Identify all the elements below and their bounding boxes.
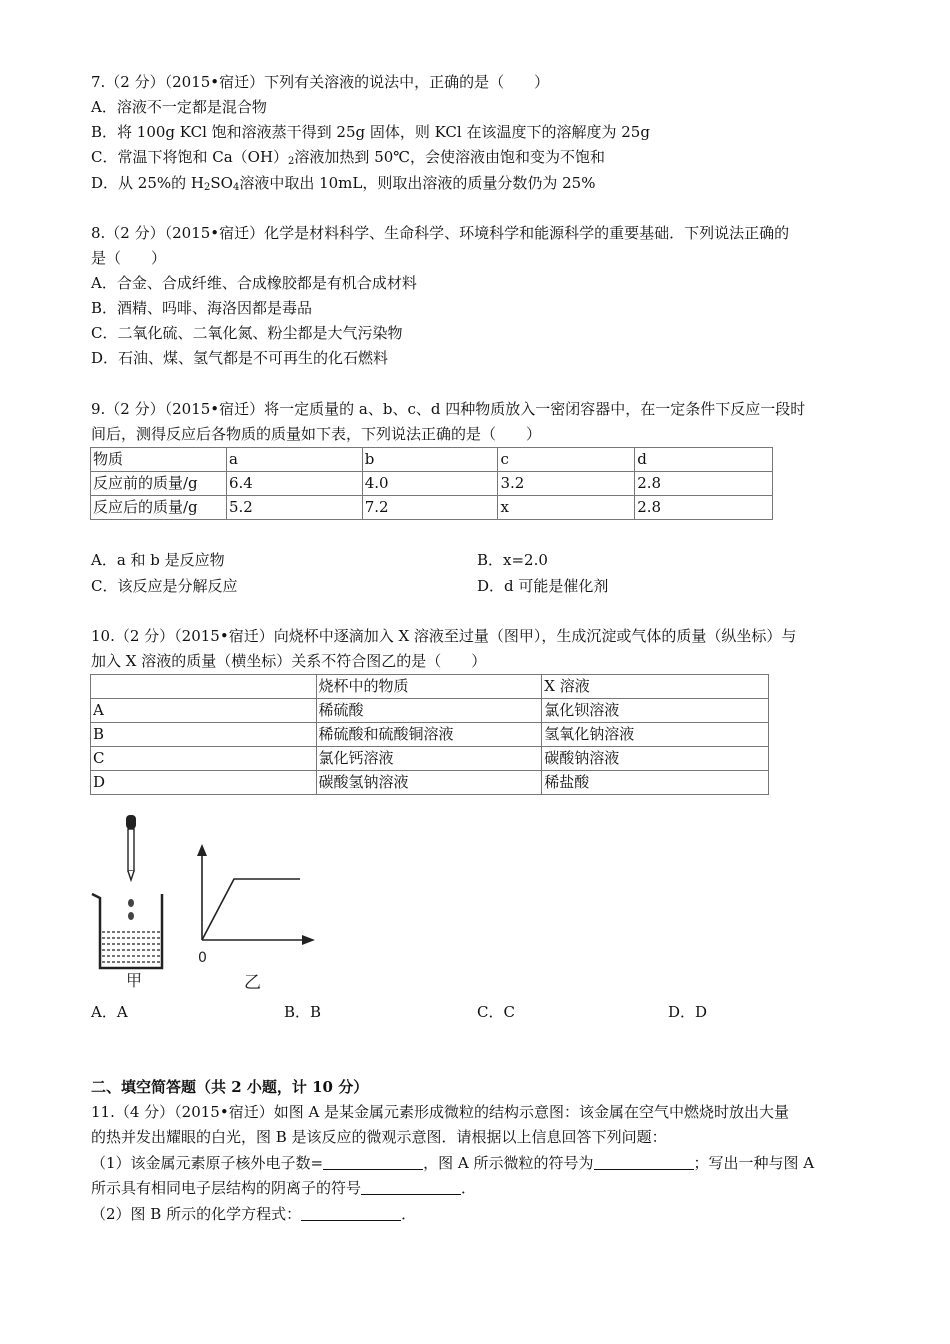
table-cell: 6.4 bbox=[226, 472, 362, 496]
drop bbox=[128, 912, 134, 920]
dropper-bulb bbox=[126, 815, 136, 829]
q10-figure bbox=[88, 810, 328, 995]
table-cell: 碳酸氢钠溶液 bbox=[316, 771, 542, 795]
q10-stem-line2: 加入 X 溶液的质量（横坐标）关系不符合图乙的是（ ） bbox=[91, 652, 487, 670]
table-cell: D bbox=[91, 771, 317, 795]
dropper-tube bbox=[128, 829, 134, 871]
graph-yi bbox=[197, 844, 315, 945]
table-cell: 5.2 bbox=[226, 496, 362, 520]
table-cell: x bbox=[498, 496, 635, 520]
table-cell: 物质 bbox=[91, 448, 227, 472]
x-axis-arrow bbox=[302, 935, 315, 945]
table-cell: 反应前的质量/g bbox=[91, 472, 227, 496]
table-cell: b bbox=[362, 448, 498, 472]
q9-option-a: A．a 和 b 是反应物 bbox=[91, 551, 225, 569]
table-cell: 2.8 bbox=[635, 472, 773, 496]
graph-origin-label: 0 bbox=[198, 950, 207, 966]
q10-option-d: D．D bbox=[668, 1003, 708, 1021]
table-row bbox=[91, 472, 773, 496]
table-cell: C bbox=[91, 747, 317, 771]
answer-blank[interactable] bbox=[301, 1204, 401, 1221]
q7-option-d: D．从 25%的 $H_2SO_4$溶液中取出 10mL，则取出溶液的质量分数仍为 25% bbox=[91, 174, 596, 193]
q8-stem-line2: 是（ ） bbox=[91, 249, 167, 267]
table-row bbox=[91, 496, 773, 520]
q7-option-b: B．将 100g KCl 饱和溶液蒸干得到 25g 固体，则 KCl 在该温度下的溶解度为 25g bbox=[91, 123, 650, 141]
table-cell: A bbox=[91, 699, 317, 723]
q9-stem-line1: 9.（2 分）（2015•宿迁）将一定质量的 a、b、c、d 四种物质放入一密闭容器中，在一定条件下反应一段时 bbox=[91, 400, 806, 418]
table-row bbox=[91, 448, 773, 472]
q9-stem-line2: 间后，测得反应后各物质的质量如下表，下列说法正确的是（ ） bbox=[91, 425, 542, 443]
table-cell: 氯化钙溶液 bbox=[316, 747, 542, 771]
q11-stem-line2: 的热并发出耀眼的白光，图 B 是该反应的微观示意图．请根据以上信息回答下列问题： bbox=[91, 1128, 667, 1146]
q10-option-c: C．C bbox=[477, 1003, 515, 1021]
beaker-outline bbox=[92, 894, 162, 968]
table-cell: 2.8 bbox=[635, 496, 773, 520]
table-cell: 7.2 bbox=[362, 496, 498, 520]
table-cell: 烧杯中的物质 bbox=[316, 675, 542, 699]
q11-part1-line1: （1）该金属元素原子核外电子数= ，图 A 所示微粒的符号为 ；写出一种与图 A bbox=[91, 1154, 815, 1172]
q7-option-c: C．常温下将饱和 $Ca(OH)_2$溶液加热到 50℃，会使溶液由饱和变为不饱和 bbox=[91, 148, 606, 167]
answer-blank[interactable] bbox=[323, 1153, 423, 1170]
table-cell: 反应后的质量/g bbox=[91, 496, 227, 520]
table-cell: 稀硫酸 bbox=[316, 699, 542, 723]
q8-option-a: A．合金、合成纤维、合成橡胶都是有机合成材料 bbox=[91, 274, 417, 292]
figure-label-yi: 乙 bbox=[244, 973, 261, 993]
q8-option-b: B．酒精、吗啡、海洛因都是毒品 bbox=[91, 299, 313, 317]
table-cell: 稀盐酸 bbox=[542, 771, 769, 795]
answer-blank[interactable] bbox=[361, 1178, 461, 1195]
table-cell: 氢氧化钠溶液 bbox=[542, 723, 769, 747]
q8-option-c: C．二氧化硫、二氧化氮、粉尘都是大气污染物 bbox=[91, 324, 403, 342]
q10-option-b: B．B bbox=[284, 1003, 322, 1021]
figure-label-jia: 甲 bbox=[126, 971, 143, 990]
q11-part1-line2: 所示具有相同电子层结构的阴离子的符号 ． bbox=[91, 1179, 477, 1197]
table-row bbox=[91, 675, 769, 699]
q8-option-d: D．石油、煤、氢气都是不可再生的化石燃料 bbox=[91, 349, 389, 367]
table-cell: d bbox=[635, 448, 773, 472]
q11-part2: （2）图 B 所示的化学方程式： ． bbox=[91, 1205, 417, 1223]
drop bbox=[128, 899, 134, 907]
table-cell: 碳酸钠溶液 bbox=[542, 747, 769, 771]
table-row bbox=[91, 771, 769, 795]
q10-option-a: A．A bbox=[91, 1003, 128, 1021]
q9-option-c: C．该反应是分解反应 bbox=[91, 577, 238, 595]
beaker-liquid bbox=[102, 932, 160, 962]
q9-mass-table bbox=[90, 447, 773, 520]
q8-stem-line1: 8.（2 分）（2015•宿迁）化学是材料科学、生命科学、环境科学和能源科学的重要基础．下列说法正确的 bbox=[91, 224, 790, 242]
answer-blank[interactable] bbox=[594, 1153, 694, 1170]
q10-stem-line1: 10.（2 分）（2015•宿迁）向烧杯中逐滴加入 X 溶液至过量（图甲），生成沉淀或气体的质量（纵坐标）与 bbox=[91, 627, 797, 645]
q7-option-a: A．溶液不一定都是混合物 bbox=[91, 98, 267, 116]
table-row bbox=[91, 747, 769, 771]
q9-option-b: B．x=2.0 bbox=[477, 551, 548, 569]
table-row bbox=[91, 699, 769, 723]
table-cell: X 溶液 bbox=[542, 675, 769, 699]
table-cell: 稀硫酸和硫酸铜溶液 bbox=[316, 723, 542, 747]
y-axis-arrow bbox=[197, 844, 207, 856]
q11-stem-line1: 11.（4 分）（2015•宿迁）如图 A 是某金属元素形成微粒的结构示意图：该金属在空气中燃烧时放出大量 bbox=[91, 1103, 790, 1121]
q7-stem: 7.（2 分）（2015•宿迁）下列有关溶液的说法中，正确的是（ ） bbox=[91, 73, 550, 91]
graph-curve bbox=[202, 879, 300, 940]
table-cell: 3.2 bbox=[498, 472, 635, 496]
table-cell: 氯化钡溶液 bbox=[542, 699, 769, 723]
table-cell: a bbox=[226, 448, 362, 472]
table-cell: B bbox=[91, 723, 317, 747]
q10-substance-table bbox=[90, 674, 769, 795]
table-cell bbox=[91, 675, 317, 699]
q9-option-d: D．d 可能是催化剂 bbox=[477, 577, 609, 595]
section-title: 二、填空简答题（共 2 小题，计 10 分） bbox=[91, 1078, 369, 1096]
table-cell: 4.0 bbox=[362, 472, 498, 496]
table-cell: c bbox=[498, 448, 635, 472]
dropper-beaker-diagram bbox=[92, 815, 162, 968]
table-row bbox=[91, 723, 769, 747]
dropper-tip bbox=[128, 871, 134, 880]
